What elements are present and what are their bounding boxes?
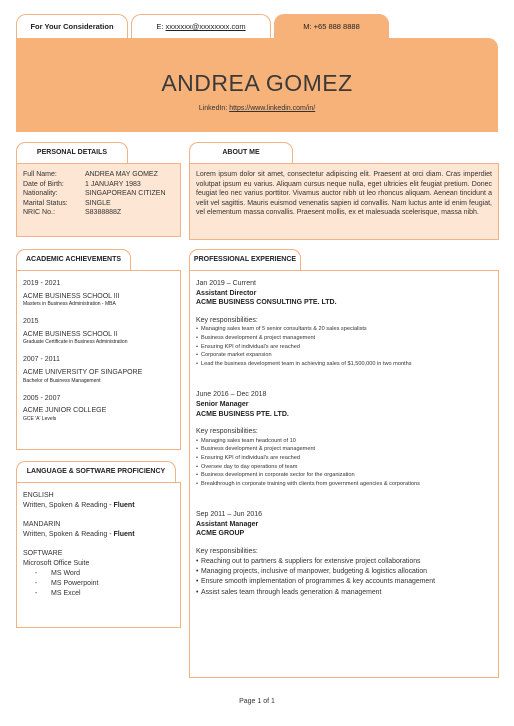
- about-me-box: [189, 163, 499, 240]
- personal-details-heading: PERSONAL DETAILS: [16, 142, 128, 164]
- linkedin-line: LinkedIn: https://www.linkedin.com/in/: [198, 105, 316, 112]
- software-item: - MS Excel: [35, 589, 174, 599]
- job-bullet: • Ensure smooth implementation of programmes & key accounts management: [196, 577, 492, 587]
- job-bullet: • Ensuring KPI of individual's are reached: [196, 454, 492, 463]
- job-bullet: • Corporate market expansion: [196, 351, 492, 360]
- academic-school: ACME BUSINESS SCHOOL II: [23, 330, 118, 338]
- language-level-prefix: Written, Spoken & Reading -: [23, 530, 114, 538]
- experience-heading: PROFESSIONAL EXPERIENCE: [189, 249, 301, 271]
- software-list: [35, 569, 174, 600]
- tab-mobile: M: +65 888 8888: [274, 14, 389, 40]
- job-bullet: • Breakthrough in corporate training with clients from government agencies & corporations: [196, 480, 492, 489]
- academic-years: 2019 - 2021: [23, 280, 61, 287]
- personal-label: Date of Birth:: [23, 180, 64, 188]
- academic-list: [23, 279, 174, 423]
- language-level-value: Fluent: [113, 501, 135, 509]
- language-level: [23, 501, 174, 511]
- email-link[interactable]: xxxxxxx@xxxxxxxx.com: [165, 22, 246, 31]
- academic-detail: Bachelor of Business Management: [23, 377, 101, 384]
- job-period: Sep 2011 – Jun 2016: [196, 511, 263, 519]
- job-bullets: [196, 557, 492, 598]
- job-bullet: • Oversee day to day operations of team: [196, 463, 492, 472]
- personal-label: Full Name:: [23, 171, 57, 178]
- job-entry: [196, 510, 492, 598]
- job-role: Senior Manager: [196, 400, 249, 408]
- academic-detail: GCE 'A' Levels: [23, 415, 57, 422]
- job-bullet: • Business development in corporate sector for the organization: [196, 471, 492, 480]
- software-item: - MS Word: [35, 569, 174, 579]
- academic-detail: Masters in Business Administration - MBA: [23, 301, 116, 308]
- academic-item: [23, 279, 174, 308]
- job-bullets: [196, 325, 492, 368]
- academic-detail: Graduate Certificate in Business Administration: [23, 339, 128, 346]
- personal-row: [23, 189, 174, 199]
- academic-heading: ACADEMIC ACHIEVEMENTS: [16, 249, 131, 271]
- language-level-value: Fluent: [113, 530, 135, 538]
- job-responsibilities-label: Key responsibilities:: [196, 548, 258, 556]
- about-me-heading: ABOUT ME: [189, 142, 293, 164]
- software-title: SOFTWARE: [23, 550, 63, 558]
- academic-item: [23, 394, 174, 423]
- job-entry: [196, 279, 492, 368]
- academic-school: ACME BUSINESS SCHOOL III: [23, 292, 120, 300]
- job-responsibilities-label: Key responsibilities:: [196, 428, 258, 436]
- personal-row: [23, 170, 174, 180]
- job-bullet: • Managing sales team headcount of 10: [196, 437, 492, 446]
- job-company: ACME BUSINESS PTE. LTD.: [196, 410, 289, 418]
- academic-years: 2007 - 2011: [23, 356, 60, 364]
- academic-school: ACME UNIVERSITY OF SINGAPORE: [23, 368, 143, 376]
- personal-value: SINGLE: [85, 199, 111, 207]
- job-period: Jan 2019 – Current: [196, 280, 256, 287]
- job-bullet: • Lead the business development team in achieving sales of $1,500,000 in two months: [196, 360, 492, 369]
- tab-email[interactable]: E: xxxxxxx@xxxxxxxx.com: [131, 14, 271, 40]
- software-suite: Microsoft Office Suite: [23, 559, 90, 567]
- job-period: June 2016 – Dec 2018: [196, 391, 267, 399]
- linkedin-link[interactable]: https://www.linkedin.com/in/: [229, 105, 316, 112]
- academic-years: 2015: [23, 318, 39, 326]
- software-item: - MS Powerpoint: [35, 579, 174, 589]
- job-company: ACME BUSINESS CONSULTING PTE. LTD.: [196, 299, 337, 307]
- job-entry: [196, 390, 492, 488]
- page-footer: Page 1 of 1: [239, 698, 275, 705]
- tab-consideration: For Your Consideration: [16, 14, 128, 40]
- language-level-prefix: Written, Spoken & Reading -: [23, 501, 114, 509]
- header-banner: [16, 38, 498, 132]
- personal-row: [23, 199, 174, 209]
- job-role: Assistant Director: [196, 289, 257, 297]
- academic-item: [23, 355, 174, 384]
- personal-details-list: [23, 170, 174, 218]
- job-bullet: • Business development & project management: [196, 334, 492, 343]
- jobs-list: [196, 279, 492, 598]
- job-role: Assistant Manager: [196, 520, 259, 528]
- personal-value: S8388888Z: [85, 209, 122, 217]
- job-bullet: • Managing projects, inclusive of manpower, budgeting & logistics allocation: [196, 567, 492, 577]
- language-name: MANDARIN: [23, 521, 61, 529]
- personal-label: Marital Status:: [23, 199, 68, 207]
- job-bullets: [196, 437, 492, 489]
- language-box: [16, 482, 181, 628]
- experience-box: [189, 270, 499, 678]
- academic-school: ACME JUNIOR COLLEGE: [23, 407, 107, 415]
- personal-details-box: [16, 163, 181, 237]
- language-heading: LANGUAGE & SOFTWARE PROFICIENCY: [16, 461, 176, 483]
- language-level: [23, 530, 174, 540]
- personal-row: [23, 180, 174, 190]
- academic-years: 2005 - 2007: [23, 394, 61, 402]
- personal-label: Nationality:: [23, 190, 58, 198]
- language-item: [23, 491, 174, 510]
- academic-item: [23, 317, 174, 346]
- personal-row: [23, 208, 174, 218]
- about-me-text: Lorem ipsum dolor sit amet, consectetur adipiscing elit. Praesent at orci diam. Cras imperdiet volutpat ipsum eu varius. Aliquam cursus neque nulla, eget ultricies elit feugiat pretium. Donec feugiat leo nec varius porttitor. Vivamus auctor nibh ut leo rhoncus aliquam. Aenean tincidunt a velit vel sagittis. Mauris euismod venenatis sapien id convallis. Nam luctus ante id enim feugiat, vel elementum massa convallis. Praesent mollis, ex et malesuada scelerisque, massa nibh.: [196, 171, 492, 217]
- job-bullet: • Reaching out to partners & suppliers for extensive project collaborations: [196, 557, 492, 567]
- job-bullet: • Assist sales team through leads generation & management: [196, 588, 492, 598]
- personal-value: ANDREA MAY GOMEZ: [85, 171, 158, 178]
- job-bullet: • Managing sales team of 5 senior consultants & 20 sales specialists: [196, 325, 492, 334]
- job-bullet: • Business development & project management: [196, 445, 492, 454]
- language-name: ENGLISH: [23, 492, 54, 499]
- job-responsibilities-label: Key responsibilities:: [196, 316, 258, 324]
- personal-value: SINGAPOREAN CITIZEN: [85, 190, 166, 198]
- language-item: [23, 520, 174, 539]
- job-company: ACME GROUP: [196, 530, 245, 538]
- personal-value: 1 JANUARY 1983: [85, 180, 141, 188]
- language-list: [23, 491, 174, 539]
- personal-label: NRIC No.:: [23, 209, 55, 217]
- job-bullet: • Ensuring KPI of individual's are reached: [196, 343, 492, 352]
- candidate-name: ANDREA GOMEZ: [161, 70, 353, 96]
- academic-box: [16, 270, 181, 450]
